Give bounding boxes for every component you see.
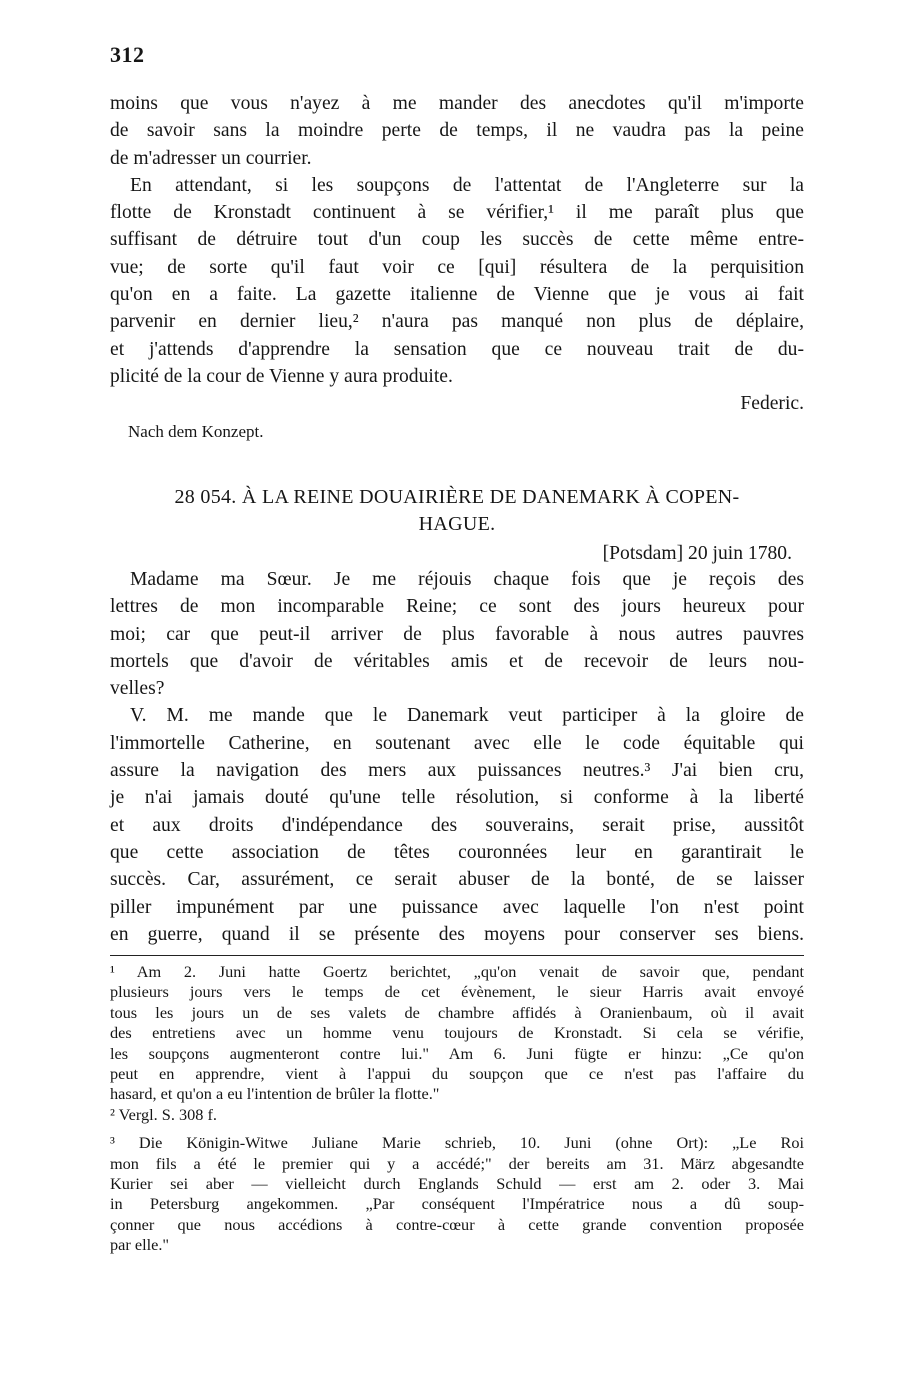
text-line: l'immortelle Catherine, en soutenant avec elle le code équitable qui — [110, 732, 804, 754]
text-line: que cette association de têtes couronnées leur en garantirait le — [110, 841, 804, 863]
footnote-line: les soupçons augmenteront contre lui." Am 6. Juni fügte er hinzu: „Ce qu'on — [110, 1043, 804, 1063]
footnote-3 — [110, 1133, 804, 1255]
text-line: de savoir sans la moindre perte de temps, il ne vaudra pas la peine — [110, 120, 804, 142]
text-line: velles? — [110, 678, 165, 700]
footnote-line: ² Vergl. S. 308 f. — [110, 1104, 217, 1124]
text-line: En attendant, si les soupçons de l'attentat de l'Angleterre sur la — [130, 174, 804, 196]
text-line: moins que vous n'ayez à me mander des anecdotes qu'il m'importe — [110, 93, 804, 114]
footnote-line: plusieurs jours vers le temps de cet évènement, le sieur Harris avait envoyé — [110, 982, 804, 1002]
letter-heading — [110, 484, 804, 538]
continuation-text — [110, 90, 804, 446]
footnotes — [110, 962, 804, 1255]
text-line: lettres de mon incomparable Reine; ce sont des jours heureux pour — [110, 596, 804, 618]
footnote-line: in Petersburg angekommen. „Par conséquent l'Impératrice nous a dû soup- — [110, 1194, 804, 1214]
footnote-line: tous les jours un de ses valets de chambre affidés à Oranienbaum, où il avait — [110, 1002, 804, 1022]
text-line: parvenir en dernier lieu,² n'aura pas manqué non plus de déplaire, — [110, 311, 804, 333]
text-line: assure la navigation des mers aux puissances neutres.³ J'ai bien cru, — [110, 760, 804, 782]
text-line: je n'ai jamais douté qu'une telle résolution, si conforme à la liberté — [110, 787, 804, 809]
text-line: et aux droits d'indépendance des souverains, serait prise, aussitôt — [110, 814, 804, 836]
signature: Federic. — [740, 393, 804, 415]
footnote-line: ¹ Am 2. Juni hatte Goertz berichtet, „qu'on venait de savoir que, pendant — [110, 962, 804, 981]
text-line: plicité de la cour de Vienne y aura produite. — [110, 365, 453, 387]
letter-heading-line: HAGUE. — [418, 513, 496, 535]
text-line: en guerre, quand il se présente des moyens pour conserver ses biens. — [110, 923, 804, 945]
footnote-line: Kurier sei aber — vielleicht durch Englands Schuld — erst am 2. oder 3. Mai — [110, 1173, 804, 1193]
footnote-line: çonner que nous accédions à contre-cœur à cette grande convention proposée — [110, 1214, 804, 1234]
footnote-line: mon fils a été le premier qui y a accédé;" der bereits am 31. März abgesandte — [110, 1153, 804, 1173]
text-line: Madame ma Sœur. Je me réjouis chaque fois que je reçois des — [130, 569, 804, 590]
letter-dateline: [Potsdam] 20 juin 1780. — [602, 543, 792, 564]
text-line: piller impunément par une puissance avec laquelle l'on n'est point — [110, 896, 804, 918]
footnote-divider — [110, 955, 804, 956]
footnote-1 — [110, 962, 804, 1105]
page-number: 312 — [110, 42, 145, 67]
text-line: qu'on en a faite. La gazette italienne de Vienne que je vous ai fait — [110, 284, 804, 306]
source-note: Nach dem Konzept. — [128, 421, 264, 441]
footnote-2 — [110, 1105, 804, 1125]
text-line: vue; de sorte qu'il faut voir ce [qui] résultera de la perquisition — [110, 256, 804, 278]
text-line: moi; car que peut-il arriver de plus favorable à nous autres pauvres — [110, 623, 804, 645]
text-line: mortels que d'avoir de véritables amis et de recevoir de leurs nou- — [110, 650, 804, 672]
text-line: succès. Car, assurément, ce serait abuser de la bonté, de se laisser — [110, 869, 804, 891]
footnote-line: peut en apprendre, vient à l'appui du soupçon que ce n'est pas l'affaire du — [110, 1063, 804, 1083]
text-line: et j'attends d'apprendre la sensation que ce nouveau trait de du- — [110, 338, 804, 360]
text-line: flotte de Kronstadt continuent à se vérifier,¹ il me paraît plus que — [110, 202, 804, 224]
footnote-line: hasard, et qu'on a eu l'intention de brûler la flotte." — [110, 1084, 440, 1104]
text-line: de m'adresser un courrier. — [110, 147, 312, 169]
letter-heading-line: 28 054. À LA REINE DOUAIRIÈRE DE DANEMARK À COPEN- — [174, 486, 740, 508]
text-line: V. M. me mande que le Danemark veut participer à la gloire de — [130, 705, 804, 727]
footnote-line: par elle." — [110, 1235, 170, 1255]
footnote-line: des entretiens avec un homme venu toujours de Kronstadt. Si cela se vérifie, — [110, 1023, 804, 1043]
text-line: suffisant de détruire tout d'un coup les succès de cette même entre- — [110, 229, 804, 251]
footnote-line: ³ Die Königin-Witwe Juliane Marie schrieb, 10. Juni (ohne Ort): „Le Roi — [110, 1133, 804, 1153]
letter-text — [110, 566, 804, 948]
